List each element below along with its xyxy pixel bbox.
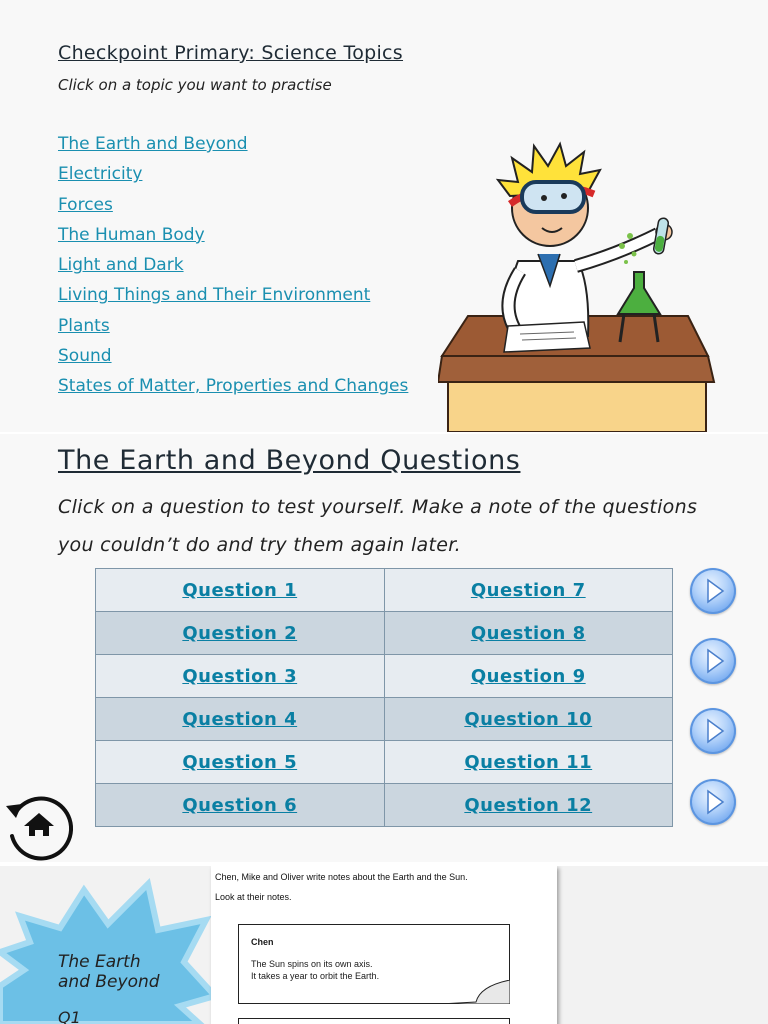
topic-item [58,372,408,402]
note-box-next [238,1018,510,1024]
table-cell [96,698,385,741]
note-box-chen [238,924,510,1004]
question-link-1[interactable]: Question 1 [182,579,298,601]
table-cell [96,655,385,698]
table-cell [384,741,673,784]
table-cell [384,655,673,698]
topic-item [58,251,408,281]
home-button[interactable] [2,790,76,864]
question-link-8[interactable]: Question 8 [470,622,586,644]
topic-link-sound[interactable]: Sound [58,346,112,367]
question-link-5[interactable]: Question 5 [182,751,298,773]
question-link-11[interactable]: Question 11 [464,751,593,773]
note-text-line: The Sun spins on its own axis. [251,959,373,969]
starburst-shape [0,866,215,1024]
topic-item [58,130,408,160]
play-circle-icon [690,708,736,754]
question-table [95,568,673,827]
topic-list [58,130,408,403]
page-curl-icon [440,980,510,1004]
play-button-1[interactable] [690,568,736,614]
table-cell [384,612,673,655]
play-circle-icon [690,779,736,825]
preview-topic-line1: The Earth [58,952,141,972]
table-row [96,784,673,827]
play-circle-icon [690,638,736,684]
question-link-6[interactable]: Question 6 [182,794,298,816]
home-return-icon [2,790,76,864]
table-cell [96,741,385,784]
table-cell [384,698,673,741]
questions-title: The Earth and Beyond Questions [58,445,521,476]
table-row [96,655,673,698]
play-circle-icon [690,568,736,614]
topic-item [58,342,408,372]
topic-item [58,312,408,342]
question-link-12[interactable]: Question 12 [464,794,593,816]
topic-link-living-things[interactable]: Living Things and Their Environment [58,285,371,306]
preview-topic-line2: and Beyond [58,972,160,992]
play-button-4[interactable] [690,779,736,825]
preview-question-number: Q1 [58,1008,81,1024]
questions-instructions: Click on a question to test yourself. Make a note of the questions you couldn’t do and try them again later. [58,496,698,556]
page-subtitle: Click on a topic you want to practise [58,76,332,94]
scientist-illustration [438,136,718,434]
table-cell [384,784,673,827]
table-row [96,569,673,612]
preview-document [211,866,557,1024]
topic-link-electricity[interactable]: Electricity [58,164,143,185]
preview-topic-label [58,952,160,992]
note-text-line: It takes a year to orbit the Earth. [251,971,380,981]
topic-link-earth-and-beyond[interactable]: The Earth and Beyond [58,134,248,154]
table-row [96,741,673,784]
table-row [96,612,673,655]
table-row [96,698,673,741]
question-link-4[interactable]: Question 4 [182,708,298,730]
question-preview [0,866,768,1024]
topics-panel [0,0,768,432]
topic-item [58,221,408,251]
table-cell [96,569,385,612]
topic-item [58,160,408,190]
doc-intro-text: Chen, Mike and Oliver write notes about the Earth and the Sun. [215,872,468,882]
topic-link-plants[interactable]: Plants [58,315,110,336]
play-button-3[interactable] [690,708,736,754]
note-author: Chen [251,937,274,947]
question-link-3[interactable]: Question 3 [182,665,298,687]
table-cell [96,784,385,827]
play-button-2[interactable] [690,638,736,684]
table-cell [96,612,385,655]
topic-link-light-and-dark[interactable]: Light and Dark [58,255,184,276]
topic-item [58,281,408,311]
topic-link-forces[interactable]: Forces [58,194,113,215]
question-link-7[interactable]: Question 7 [470,579,586,601]
topic-item [58,191,408,221]
topic-link-states-of-matter[interactable]: States of Matter, Properties and Changes [58,376,409,397]
question-link-9[interactable]: Question 9 [470,665,586,687]
table-cell [384,569,673,612]
doc-instruction-text: Look at their notes. [215,892,292,902]
question-link-10[interactable]: Question 10 [464,708,593,730]
question-link-2[interactable]: Question 2 [182,622,298,644]
topic-link-human-body[interactable]: The Human Body [58,224,205,245]
page-title: Checkpoint Primary: Science Topics [58,42,404,64]
